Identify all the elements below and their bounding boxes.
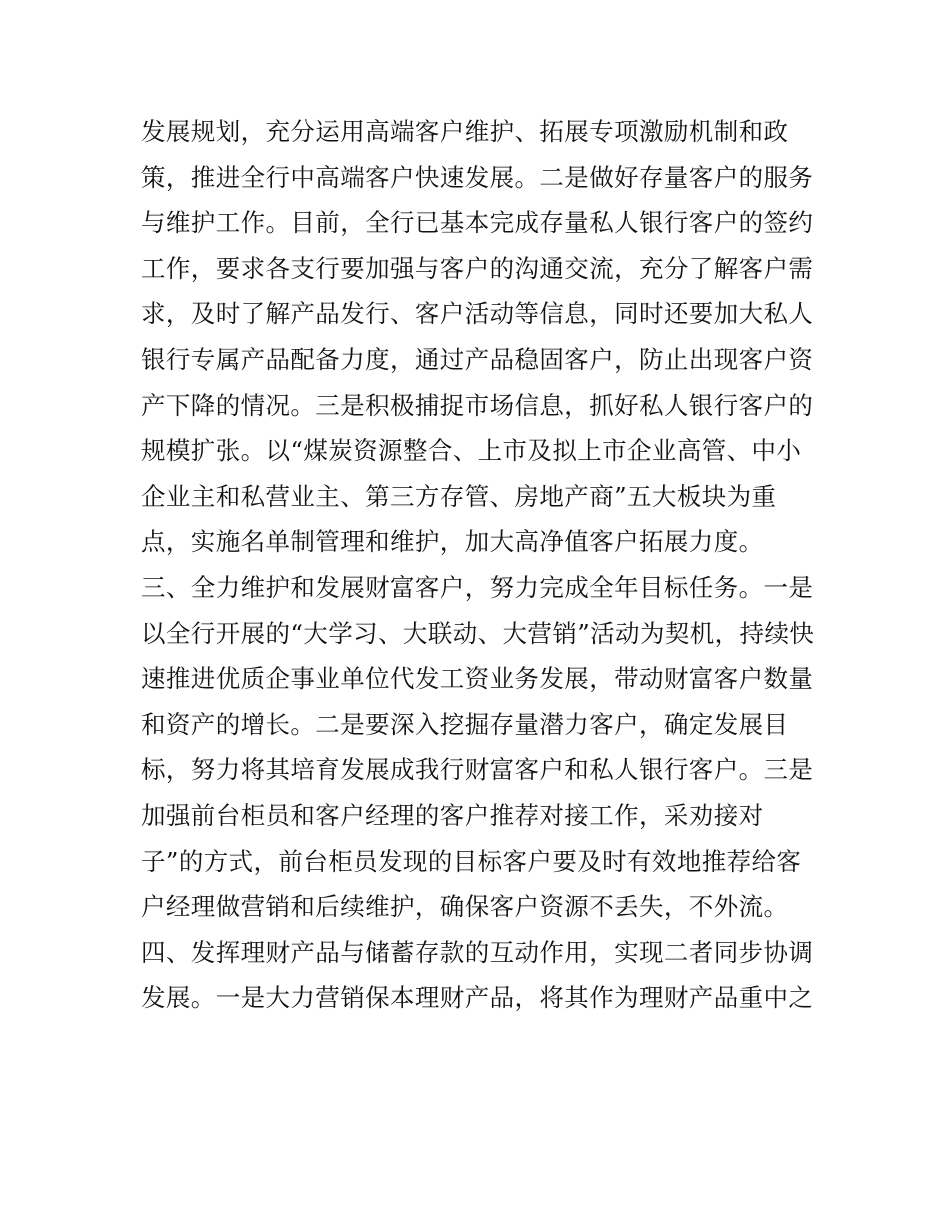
text-line: 工作，要求各支行要加强与客户的沟通交流，充分了解客户需 [141,253,814,283]
text-line: 速推进优质企事业单位代发工资业务发展，带动财富客户数量 [141,664,814,694]
section-heading-line: 四、发挥理财产品与储蓄存款的互动作用，实现二者同步协调 [141,937,814,967]
text-line: 求，及时了解产品发行、客户活动等信息，同时还要加大私人 [141,299,814,329]
text-line: 与维护工作。目前，全行已基本完成存量私人银行客户的签约 [141,208,814,238]
text-line: 策，推进全行中高端客户快速发展。二是做好存量客户的服务 [141,162,814,192]
text-line: 子”的方式，前台柜员发现的目标客户要及时有效地推荐给客 [141,846,802,876]
text-line: 发展规划，充分运用高端客户维护、拓展专项激励机制和政 [141,117,789,146]
text-line: 加强前台柜员和客户经理的客户推荐对接工作，采劝接对 [141,800,764,830]
text-line: 产下降的情况。三是积极捕捉市场信息，抓好私人银行客户的 [141,390,814,420]
text-line: 点，实施名单制管理和维护，加大高净值客户拓展力度。 [141,527,764,557]
text-line: 户经理做营销和后续维护，确保客户资源不丢失，不外流。 [141,892,789,922]
section-heading-line: 三、全力维护和发展财富客户，努力完成全年目标任务。一是 [141,572,814,602]
text-line: 标，努力将其培育发展成我行财富客户和私人银行客户。三是 [141,755,814,785]
text-line: 银行专属产品配备力度，通过产品稳固客户，防止出现客户资 [141,344,814,374]
text-line: 以全行开展的“大学习、大联动、大营销”活动为契机，持续快 [141,618,815,648]
text-line: 企业主和私营业主、第三方存管、房地产商”五大板块为重 [141,481,777,511]
text-line: 发展。一是大力营销保本理财产品，将其作为理财产品重中之 [141,983,814,1013]
document-body [141,109,831,1021]
text-line: 和资产的增长。二是要深入挖掘存量潜力客户，确定发展目 [141,709,789,739]
text-line: 规模扩张。以“煤炭资源整合、上市及拟上市企业高管、中小 [141,436,802,466]
